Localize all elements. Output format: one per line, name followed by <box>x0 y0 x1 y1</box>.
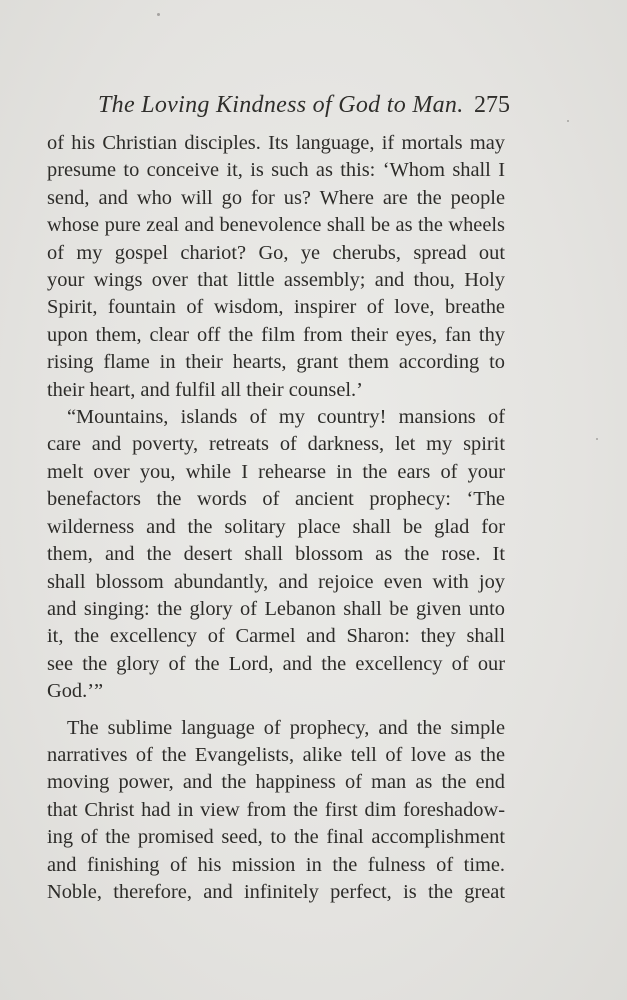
text-line: narratives of the Evangelists, alike tell of love as the <box>47 743 505 766</box>
text-line: upon them, clear off the film from their eyes, fan thy <box>47 323 505 346</box>
body-text <box>47 130 505 906</box>
text-line: and finishing of his mission in the fulness of time. <box>47 853 505 876</box>
text-line: wilderness and the solitary place shall be glad for <box>47 515 505 538</box>
text-line: Noble, therefore, and infinitely perfect, is the great <box>47 880 505 903</box>
text-line: them, and the desert shall blossom as the rose. It <box>47 543 505 566</box>
running-title: The Loving Kindness of God to Man. <box>98 92 464 118</box>
text-line: shall blossom abundantly, and rejoice even with joy <box>47 570 505 593</box>
text-line: send, and who will go for us? Where are the people <box>47 186 505 209</box>
text-line: melt over you, while I rehearse in the ears of your <box>47 460 505 483</box>
text-line: “Mountains, islands of my country! mansions of <box>67 406 505 429</box>
text-line: your wings over that little assembly; and thou, Holy <box>47 269 505 292</box>
text-line: their heart, and fulfil all their counsel.’ <box>47 378 363 401</box>
text-line: moving power, and the happiness of man as the end <box>47 771 505 794</box>
text-line: that Christ had in view from the first dim foreshadow- <box>47 798 505 821</box>
text-line: presume to conceive it, is such as this: ‘Whom shall I <box>47 159 505 182</box>
text-line: Spirit, fountain of wisdom, inspirer of love, breathe <box>47 296 505 319</box>
text-line: and singing: the glory of Lebanon shall be given unto <box>47 597 505 620</box>
text-line: see the glory of the Lord, and the excellency of our <box>47 652 505 675</box>
text-line: whose pure zeal and benevolence shall be as the wheels <box>47 214 505 237</box>
text-line: it, the excellency of Carmel and Sharon: they shall <box>47 625 505 648</box>
text-line: ing of the promised seed, to the final accomplishment <box>47 826 505 849</box>
text-line: of my gospel chariot? Go, ye cherubs, spread out <box>47 241 505 264</box>
paragraph-3 <box>47 715 505 907</box>
paragraph-spacer <box>47 706 505 715</box>
paper-speck <box>157 13 160 16</box>
text-line: care and poverty, retreats of darkness, let my spirit <box>47 433 505 456</box>
text-line: of his Christian disciples. Its language, if mortals may <box>47 132 505 154</box>
paper-speck <box>567 120 569 122</box>
text-line: God.’” <box>47 680 104 703</box>
paragraph-2 <box>47 404 505 705</box>
page-number: 275 <box>474 92 510 118</box>
paper-speck <box>596 438 598 440</box>
text-line: benefactors the words of ancient prophecy: ‘The <box>47 488 505 511</box>
text-line: The sublime language of prophecy, and the simple <box>67 716 505 739</box>
text-line: rising flame in their hearts, grant them according to <box>47 351 505 374</box>
paragraph-1 <box>47 130 505 404</box>
